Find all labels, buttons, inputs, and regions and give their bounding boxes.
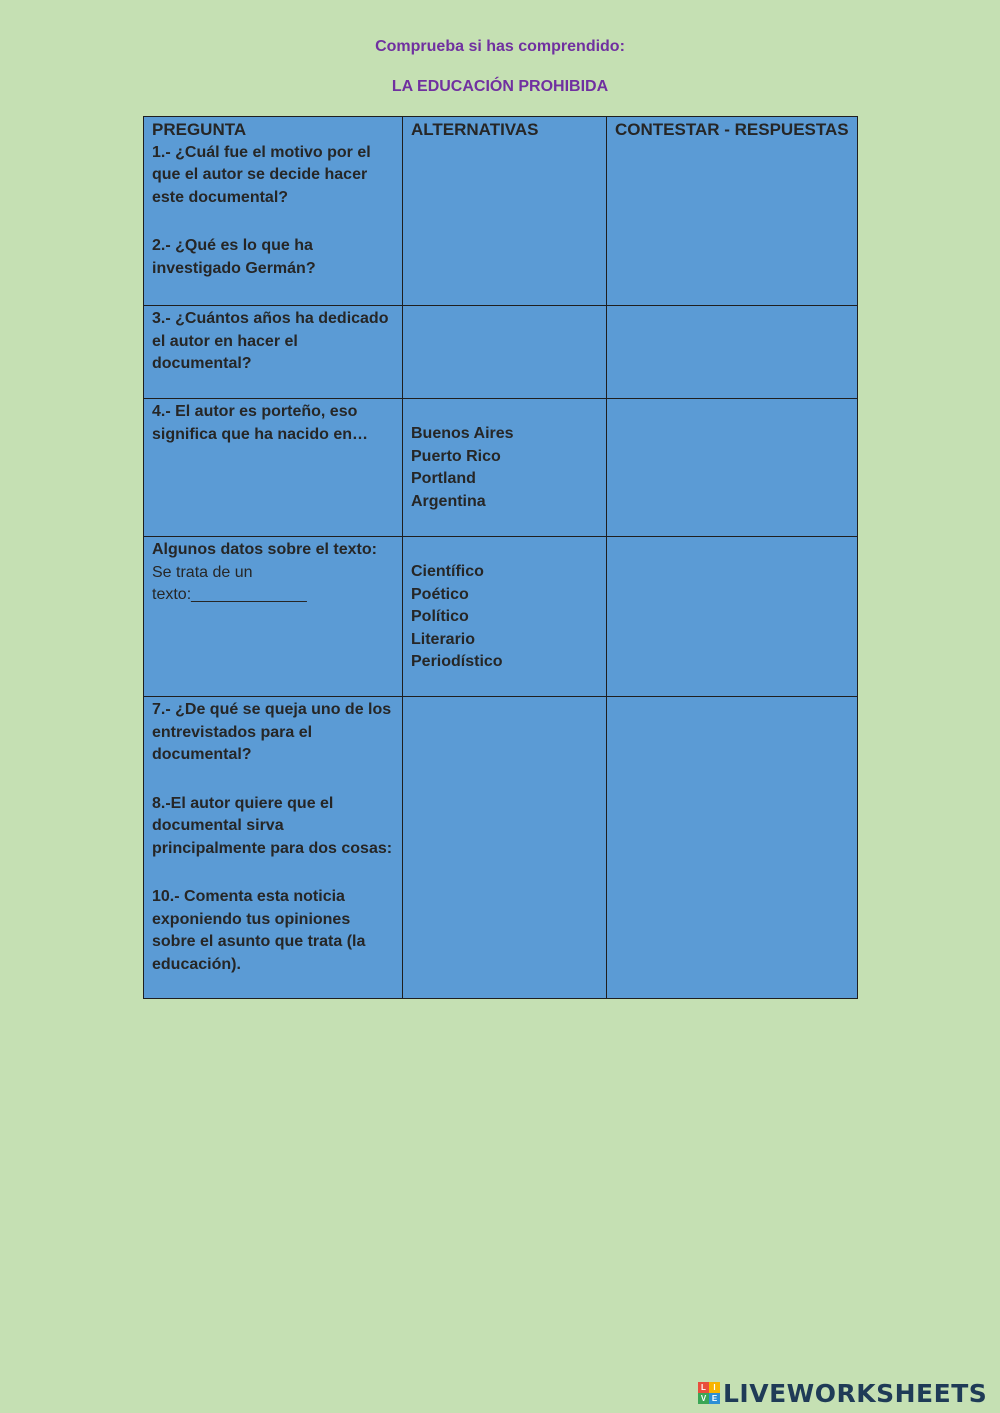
question-8: 8.-El autor quiere que el documental sirva principalmente para dos cosas: xyxy=(152,794,393,857)
alternatives-cell xyxy=(403,117,607,306)
logo-text: LIVEWORKSHEETS xyxy=(723,1378,988,1408)
worksheet-title: Comprueba si has comprendido: xyxy=(375,38,625,55)
answer-cell[interactable] xyxy=(607,117,858,306)
question-cell xyxy=(144,117,403,306)
alternatives-cell xyxy=(403,697,607,999)
answer-cell[interactable] xyxy=(607,399,858,537)
table-row xyxy=(144,306,858,399)
question-cell xyxy=(144,537,403,697)
option-item: Poético xyxy=(411,585,469,603)
question-cell xyxy=(144,306,403,399)
worksheet-subtitle: LA EDUCACIÓN PROHIBIDA xyxy=(391,78,609,95)
table-row xyxy=(144,117,858,306)
text-type-prompt: Se trata de un texto:_____________ xyxy=(152,563,307,603)
question-cell xyxy=(144,697,403,999)
alternatives-cell xyxy=(403,537,607,697)
option-item: Científico xyxy=(411,563,484,580)
option-item: Periodístico xyxy=(411,653,503,670)
answer-cell[interactable] xyxy=(607,306,858,399)
option-item: Literario xyxy=(411,630,476,648)
text-data-label: Algunos datos sobre el texto: xyxy=(152,541,377,558)
option-item: Argentina xyxy=(411,492,486,510)
table-row xyxy=(144,537,858,697)
column-header-pregunta: PREGUNTA xyxy=(152,120,247,139)
table-row xyxy=(144,697,858,999)
question-table xyxy=(143,116,858,999)
question-7: 7.- ¿De qué se queja uno de los entrevistados para el documental? xyxy=(152,701,392,763)
liveworksheets-logo xyxy=(698,1380,987,1406)
alternatives-cell xyxy=(403,399,607,537)
logo-mark-icon: L I V E xyxy=(698,1382,720,1404)
question-10: 10.- Comenta esta noticia exponiendo tus opiniones sobre el asunto que trata (la educación). xyxy=(152,888,366,973)
question-1: 1.- ¿Cuál fue el motivo por el que el autor se decide hacer este documental? xyxy=(152,143,371,206)
option-item: Portland xyxy=(411,470,476,487)
column-header-alternativas: ALTERNATIVAS xyxy=(411,120,539,139)
option-item: Puerto Rico xyxy=(411,447,501,465)
question-cell xyxy=(144,399,403,537)
option-item: Político xyxy=(411,608,469,625)
question-2: 2.- ¿Qué es lo que ha investigado Germán? xyxy=(152,237,316,277)
question-4: 4.- El autor es porteño, eso significa que ha nacido en… xyxy=(152,403,369,443)
table-row xyxy=(144,399,858,537)
alternatives-cell xyxy=(403,306,607,399)
question-3: 3.- ¿Cuántos años ha dedicado el autor en hacer el documental? xyxy=(152,310,389,372)
answer-cell[interactable] xyxy=(607,537,858,697)
column-header-respuestas: CONTESTAR - RESPUESTAS xyxy=(615,120,849,139)
answer-cell[interactable] xyxy=(607,697,858,999)
option-item: Buenos Aires xyxy=(411,425,514,442)
